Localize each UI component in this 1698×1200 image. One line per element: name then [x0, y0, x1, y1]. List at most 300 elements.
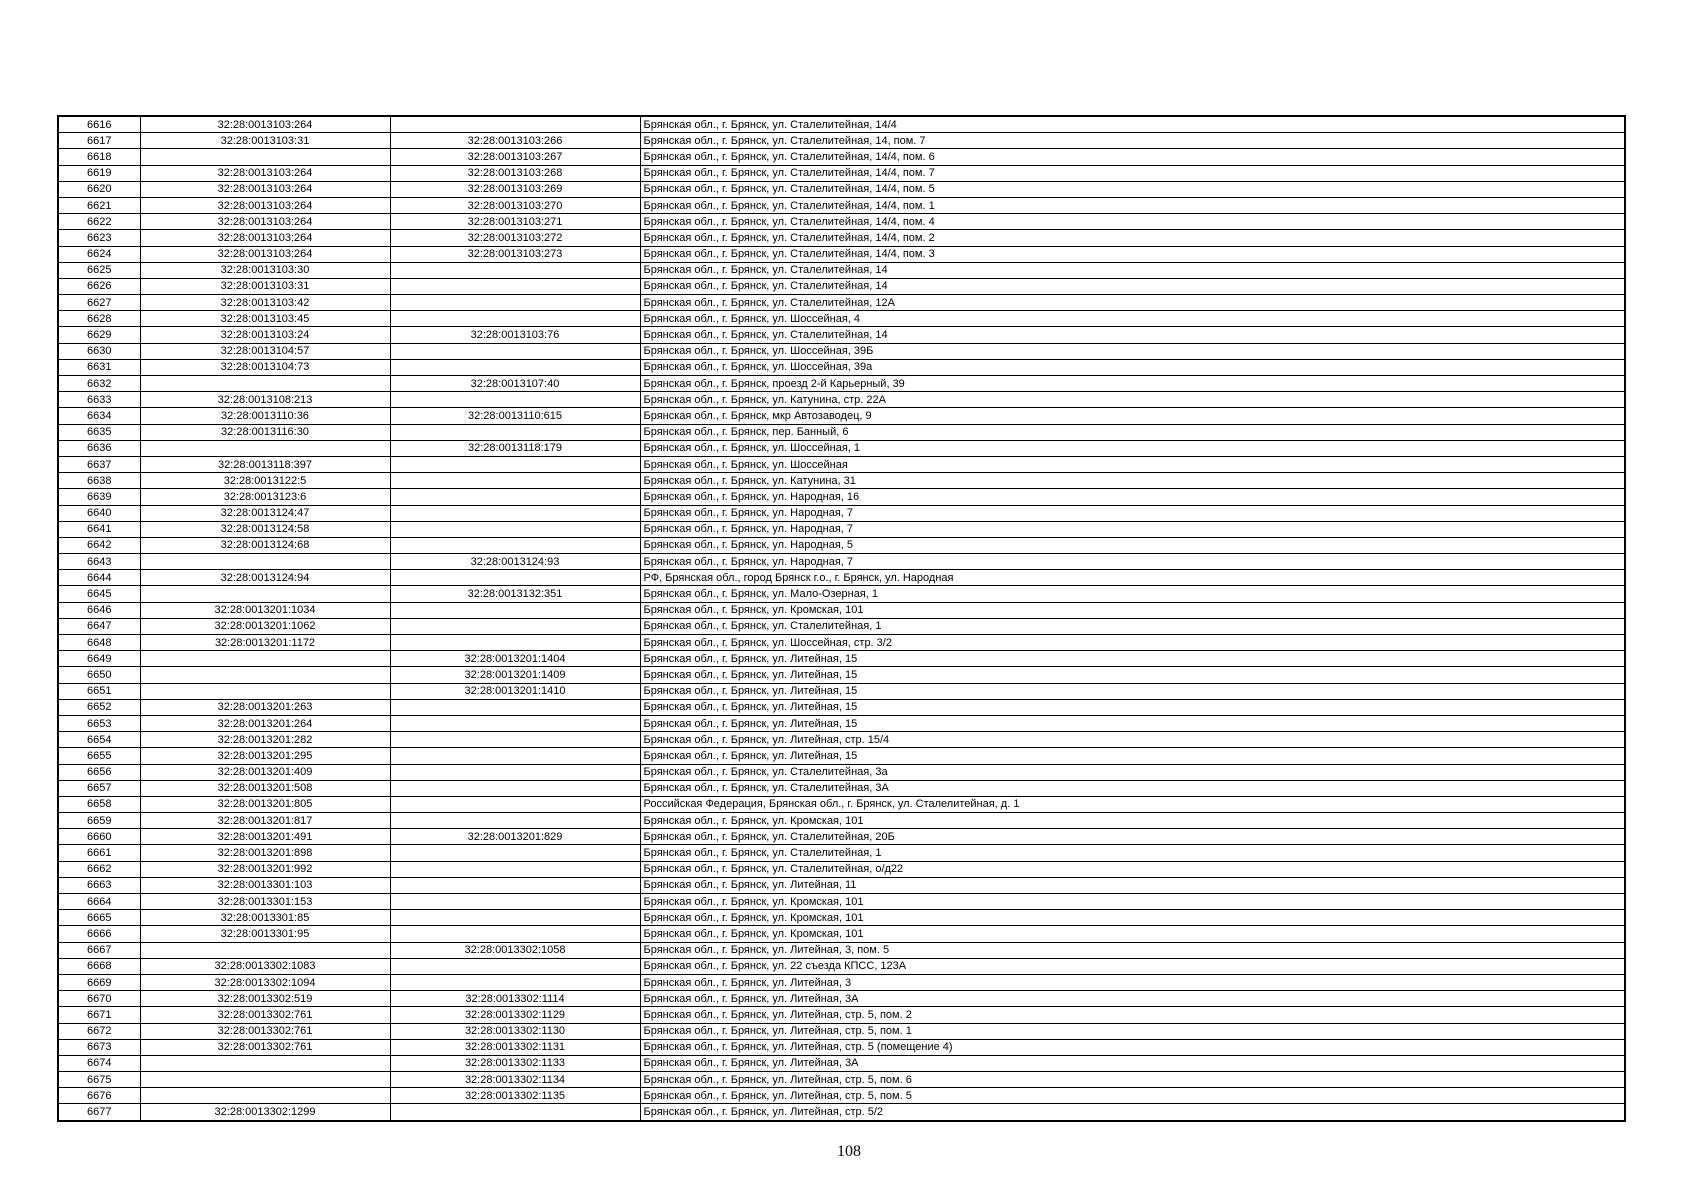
object-cadastral-number-cell: 32:28:0013110:615 — [390, 408, 640, 424]
table-row — [58, 1007, 1625, 1023]
address-cell: Брянская обл., г. Брянск, ул. Мало-Озерная, 1 — [640, 586, 1625, 602]
land-cadastral-number-cell: 32:28:0013302:761 — [140, 1039, 390, 1055]
land-cadastral-number-cell — [140, 667, 390, 683]
row-number-cell: 6665 — [58, 910, 140, 926]
land-cadastral-number-cell: 32:28:0013302:1094 — [140, 974, 390, 990]
object-cadastral-number-cell — [390, 796, 640, 812]
address-cell: Брянская обл., г. Брянск, ул. Сталелитейная, 14/4, пом. 1 — [640, 197, 1625, 213]
object-cadastral-number-cell — [390, 699, 640, 715]
row-number-cell: 6650 — [58, 667, 140, 683]
land-cadastral-number-cell: 32:28:0013302:761 — [140, 1007, 390, 1023]
table-row — [58, 635, 1625, 651]
land-cadastral-number-cell: 32:28:0013301:95 — [140, 926, 390, 942]
table-row — [58, 780, 1625, 796]
object-cadastral-number-cell — [390, 262, 640, 278]
table-row — [58, 440, 1625, 456]
address-cell: Брянская обл., г. Брянск, ул. Шоссейная, 4 — [640, 311, 1625, 327]
address-cell: Брянская обл., г. Брянск, ул. Кромская, 101 — [640, 602, 1625, 618]
object-cadastral-number-cell: 32:28:0013201:829 — [390, 829, 640, 845]
address-cell: Брянская обл., г. Брянск, ул. Сталелитейная, 14/4, пом. 2 — [640, 230, 1625, 246]
address-cell: Брянская обл., г. Брянск, мкр Автозаводец, 9 — [640, 408, 1625, 424]
table-row — [58, 133, 1625, 149]
address-cell: Российская Федерация, Брянская обл., г. Брянск, ул. Сталелитейная, д. 1 — [640, 796, 1625, 812]
object-cadastral-number-cell — [390, 537, 640, 553]
row-number-cell: 6666 — [58, 926, 140, 942]
row-number-cell: 6629 — [58, 327, 140, 343]
address-cell: Брянская обл., г. Брянск, ул. Литейная, стр. 5, пом. 1 — [640, 1023, 1625, 1039]
object-cadastral-number-cell — [390, 635, 640, 651]
object-cadastral-number-cell: 32:28:0013103:76 — [390, 327, 640, 343]
table-row — [58, 424, 1625, 440]
object-cadastral-number-cell: 32:28:0013302:1130 — [390, 1023, 640, 1039]
land-cadastral-number-cell: 32:28:0013201:992 — [140, 861, 390, 877]
table-row — [58, 392, 1625, 408]
object-cadastral-number-cell: 32:28:0013302:1129 — [390, 1007, 640, 1023]
row-number-cell: 6619 — [58, 165, 140, 181]
address-cell: Брянская обл., г. Брянск, ул. Сталелитейная, 14/4 — [640, 116, 1625, 133]
address-cell: Брянская обл., г. Брянск, пер. Банный, 6 — [640, 424, 1625, 440]
address-cell: Брянская обл., г. Брянск, ул. Литейная, стр. 5, пом. 2 — [640, 1007, 1625, 1023]
row-number-cell: 6656 — [58, 764, 140, 780]
row-number-cell: 6661 — [58, 845, 140, 861]
address-cell: Брянская обл., г. Брянск, ул. Кромская, 101 — [640, 894, 1625, 910]
address-cell: Брянская обл., г. Брянск, ул. Сталелитейная, 14, пом. 7 — [640, 133, 1625, 149]
land-cadastral-number-cell — [140, 554, 390, 570]
address-cell: Брянская обл., г. Брянск, ул. Сталелитейная, о/д22 — [640, 861, 1625, 877]
land-cadastral-number-cell: 32:28:0013302:519 — [140, 991, 390, 1007]
land-cadastral-number-cell: 32:28:0013103:30 — [140, 262, 390, 278]
object-cadastral-number-cell — [390, 505, 640, 521]
row-number-cell: 6668 — [58, 958, 140, 974]
table-row — [58, 197, 1625, 213]
land-cadastral-number-cell — [140, 942, 390, 958]
object-cadastral-number-cell — [390, 958, 640, 974]
address-cell: Брянская обл., г. Брянск, ул. Сталелитейная, 3А — [640, 780, 1625, 796]
land-cadastral-number-cell: 32:28:0013201:817 — [140, 813, 390, 829]
registry-table — [57, 115, 1626, 1122]
address-cell: Брянская обл., г. Брянск, ул. Литейная, 15 — [640, 715, 1625, 731]
row-number-cell: 6669 — [58, 974, 140, 990]
address-cell: РФ, Брянская обл., город Брянск г.о., г. Брянск, ул. Народная — [640, 570, 1625, 586]
row-number-cell: 6641 — [58, 521, 140, 537]
row-number-cell: 6677 — [58, 1104, 140, 1121]
address-cell: Брянская обл., г. Брянск, ул. Народная, 7 — [640, 521, 1625, 537]
row-number-cell: 6635 — [58, 424, 140, 440]
row-number-cell: 6649 — [58, 651, 140, 667]
object-cadastral-number-cell — [390, 343, 640, 359]
address-cell: Брянская обл., г. Брянск, ул. Сталелитейная, 14/4, пом. 4 — [640, 214, 1625, 230]
object-cadastral-number-cell — [390, 392, 640, 408]
address-cell: Брянская обл., г. Брянск, ул. Литейная, стр. 15/4 — [640, 732, 1625, 748]
object-cadastral-number-cell: 32:28:0013107:40 — [390, 376, 640, 392]
row-number-cell: 6628 — [58, 311, 140, 327]
object-cadastral-number-cell: 32:28:0013302:1134 — [390, 1072, 640, 1088]
table-row — [58, 505, 1625, 521]
row-number-cell: 6645 — [58, 586, 140, 602]
row-number-cell: 6662 — [58, 861, 140, 877]
land-cadastral-number-cell — [140, 651, 390, 667]
land-cadastral-number-cell: 32:28:0013201:1062 — [140, 618, 390, 634]
table-row — [58, 570, 1625, 586]
address-cell: Брянская обл., г. Брянск, ул. Сталелитейная, 1 — [640, 845, 1625, 861]
address-cell: Брянская обл., г. Брянск, ул. Литейная, 11 — [640, 877, 1625, 893]
row-number-cell: 6634 — [58, 408, 140, 424]
row-number-cell: 6625 — [58, 262, 140, 278]
object-cadastral-number-cell: 32:28:0013302:1058 — [390, 942, 640, 958]
row-number-cell: 6630 — [58, 343, 140, 359]
table-row — [58, 926, 1625, 942]
object-cadastral-number-cell: 32:28:0013302:1133 — [390, 1055, 640, 1071]
land-cadastral-number-cell: 32:28:0013302:761 — [140, 1023, 390, 1039]
table-row — [58, 651, 1625, 667]
address-cell: Брянская обл., г. Брянск, ул. Шоссейная, 39а — [640, 359, 1625, 375]
land-cadastral-number-cell: 32:28:0013201:898 — [140, 845, 390, 861]
table-row — [58, 699, 1625, 715]
row-number-cell: 6622 — [58, 214, 140, 230]
land-cadastral-number-cell: 32:28:0013122:5 — [140, 473, 390, 489]
object-cadastral-number-cell — [390, 764, 640, 780]
row-number-cell: 6626 — [58, 278, 140, 294]
object-cadastral-number-cell: 32:28:0013103:273 — [390, 246, 640, 262]
row-number-cell: 6624 — [58, 246, 140, 262]
land-cadastral-number-cell: 32:28:0013103:264 — [140, 165, 390, 181]
object-cadastral-number-cell — [390, 715, 640, 731]
object-cadastral-number-cell: 32:28:0013201:1409 — [390, 667, 640, 683]
address-cell: Брянская обл., г. Брянск, ул. Литейная, 3А — [640, 1055, 1625, 1071]
object-cadastral-number-cell — [390, 861, 640, 877]
address-cell: Брянская обл., г. Брянск, ул. Кромская, 101 — [640, 910, 1625, 926]
table-row — [58, 214, 1625, 230]
row-number-cell: 6675 — [58, 1072, 140, 1088]
table-row — [58, 149, 1625, 165]
land-cadastral-number-cell: 32:28:0013201:1172 — [140, 635, 390, 651]
land-cadastral-number-cell: 32:28:0013201:1034 — [140, 602, 390, 618]
table-row — [58, 894, 1625, 910]
land-cadastral-number-cell — [140, 1088, 390, 1104]
row-number-cell: 6633 — [58, 392, 140, 408]
row-number-cell: 6664 — [58, 894, 140, 910]
land-cadastral-number-cell: 32:28:0013201:264 — [140, 715, 390, 731]
row-number-cell: 6653 — [58, 715, 140, 731]
address-cell: Брянская обл., г. Брянск, ул. Сталелитейная, 12А — [640, 295, 1625, 311]
object-cadastral-number-cell — [390, 894, 640, 910]
land-cadastral-number-cell: 32:28:0013103:264 — [140, 197, 390, 213]
address-cell: Брянская обл., г. Брянск, ул. Сталелитейная, 14 — [640, 327, 1625, 343]
row-number-cell: 6667 — [58, 942, 140, 958]
table-row — [58, 602, 1625, 618]
row-number-cell: 6636 — [58, 440, 140, 456]
land-cadastral-number-cell: 32:28:0013103:45 — [140, 311, 390, 327]
address-cell: Брянская обл., г. Брянск, ул. Сталелитейная, 14/4, пом. 3 — [640, 246, 1625, 262]
table-row — [58, 974, 1625, 990]
table-row — [58, 359, 1625, 375]
address-cell: Брянская обл., г. Брянск, ул. Литейная, 15 — [640, 699, 1625, 715]
row-number-cell: 6654 — [58, 732, 140, 748]
row-number-cell: 6655 — [58, 748, 140, 764]
object-cadastral-number-cell — [390, 813, 640, 829]
land-cadastral-number-cell: 32:28:0013124:47 — [140, 505, 390, 521]
object-cadastral-number-cell — [390, 424, 640, 440]
object-cadastral-number-cell — [390, 295, 640, 311]
object-cadastral-number-cell: 32:28:0013201:1404 — [390, 651, 640, 667]
table-row — [58, 165, 1625, 181]
address-cell: Брянская обл., г. Брянск, ул. Сталелитейная, 14/4, пом. 6 — [640, 149, 1625, 165]
row-number-cell: 6674 — [58, 1055, 140, 1071]
row-number-cell: 6673 — [58, 1039, 140, 1055]
row-number-cell: 6637 — [58, 456, 140, 472]
table-row — [58, 246, 1625, 262]
table-row — [58, 829, 1625, 845]
table-row — [58, 1055, 1625, 1071]
table-row — [58, 473, 1625, 489]
land-cadastral-number-cell: 32:28:0013103:31 — [140, 133, 390, 149]
object-cadastral-number-cell — [390, 570, 640, 586]
address-cell: Брянская обл., г. Брянск, ул. Литейная, стр. 5, пом. 6 — [640, 1072, 1625, 1088]
table-row — [58, 764, 1625, 780]
land-cadastral-number-cell: 32:28:0013108:213 — [140, 392, 390, 408]
row-number-cell: 6631 — [58, 359, 140, 375]
row-number-cell: 6640 — [58, 505, 140, 521]
row-number-cell: 6663 — [58, 877, 140, 893]
object-cadastral-number-cell: 32:28:0013124:93 — [390, 554, 640, 570]
row-number-cell: 6648 — [58, 635, 140, 651]
object-cadastral-number-cell: 32:28:0013103:269 — [390, 181, 640, 197]
table-row — [58, 1104, 1625, 1121]
table-row — [58, 732, 1625, 748]
row-number-cell: 6643 — [58, 554, 140, 570]
object-cadastral-number-cell — [390, 521, 640, 537]
address-cell: Брянская обл., г. Брянск, ул. Литейная, 15 — [640, 667, 1625, 683]
land-cadastral-number-cell: 32:28:0013124:94 — [140, 570, 390, 586]
land-cadastral-number-cell: 32:28:0013201:409 — [140, 764, 390, 780]
table-row — [58, 327, 1625, 343]
row-number-cell: 6638 — [58, 473, 140, 489]
address-cell: Брянская обл., г. Брянск, ул. Народная, 7 — [640, 505, 1625, 521]
table-row — [58, 262, 1625, 278]
land-cadastral-number-cell — [140, 440, 390, 456]
table-row — [58, 181, 1625, 197]
land-cadastral-number-cell — [140, 1072, 390, 1088]
land-cadastral-number-cell: 32:28:0013103:42 — [140, 295, 390, 311]
row-number-cell: 6618 — [58, 149, 140, 165]
address-cell: Брянская обл., г. Брянск, ул. Народная, 16 — [640, 489, 1625, 505]
object-cadastral-number-cell: 32:28:0013103:271 — [390, 214, 640, 230]
table-row — [58, 376, 1625, 392]
table-row — [58, 521, 1625, 537]
address-cell: Брянская обл., г. Брянск, ул. Шоссейная, 1 — [640, 440, 1625, 456]
land-cadastral-number-cell: 32:28:0013103:264 — [140, 246, 390, 262]
row-number-cell: 6671 — [58, 1007, 140, 1023]
table-row — [58, 845, 1625, 861]
row-number-cell: 6627 — [58, 295, 140, 311]
row-number-cell: 6644 — [58, 570, 140, 586]
land-cadastral-number-cell: 32:28:0013302:1083 — [140, 958, 390, 974]
object-cadastral-number-cell: 32:28:0013132:351 — [390, 586, 640, 602]
address-cell: Брянская обл., г. Брянск, ул. Литейная, 3А — [640, 991, 1625, 1007]
land-cadastral-number-cell: 32:28:0013103:264 — [140, 181, 390, 197]
land-cadastral-number-cell: 32:28:0013302:1299 — [140, 1104, 390, 1121]
row-number-cell: 6621 — [58, 197, 140, 213]
row-number-cell: 6639 — [58, 489, 140, 505]
address-cell: Брянская обл., г. Брянск, ул. Шоссейная, 39Б — [640, 343, 1625, 359]
address-cell: Брянская обл., г. Брянск, ул. Литейная, стр. 5, пом. 5 — [640, 1088, 1625, 1104]
address-cell: Брянская обл., г. Брянск, ул. Катунина, стр. 22А — [640, 392, 1625, 408]
land-cadastral-number-cell — [140, 149, 390, 165]
row-number-cell: 6632 — [58, 376, 140, 392]
object-cadastral-number-cell: 32:28:0013103:272 — [390, 230, 640, 246]
object-cadastral-number-cell — [390, 877, 640, 893]
row-number-cell: 6670 — [58, 991, 140, 1007]
table-row — [58, 942, 1625, 958]
object-cadastral-number-cell — [390, 910, 640, 926]
address-cell: Брянская обл., г. Брянск, ул. Сталелитейная, 14/4, пом. 5 — [640, 181, 1625, 197]
object-cadastral-number-cell — [390, 618, 640, 634]
table-row — [58, 408, 1625, 424]
table-row — [58, 958, 1625, 974]
object-cadastral-number-cell: 32:28:0013302:1135 — [390, 1088, 640, 1104]
object-cadastral-number-cell — [390, 845, 640, 861]
object-cadastral-number-cell — [390, 748, 640, 764]
object-cadastral-number-cell — [390, 456, 640, 472]
land-cadastral-number-cell — [140, 376, 390, 392]
object-cadastral-number-cell: 32:28:0013302:1114 — [390, 991, 640, 1007]
table-row — [58, 311, 1625, 327]
table-row — [58, 715, 1625, 731]
land-cadastral-number-cell — [140, 1055, 390, 1071]
land-cadastral-number-cell: 32:28:0013104:73 — [140, 359, 390, 375]
object-cadastral-number-cell — [390, 1104, 640, 1121]
land-cadastral-number-cell: 32:28:0013103:264 — [140, 214, 390, 230]
land-cadastral-number-cell: 32:28:0013110:36 — [140, 408, 390, 424]
table-row — [58, 796, 1625, 812]
table-row — [58, 991, 1625, 1007]
address-cell: Брянская обл., г. Брянск, ул. Литейная, 15 — [640, 651, 1625, 667]
address-cell: Брянская обл., г. Брянск, ул. Сталелитейная, 20Б — [640, 829, 1625, 845]
address-cell: Брянская обл., г. Брянск, ул. Литейная, 15 — [640, 683, 1625, 699]
land-cadastral-number-cell: 32:28:0013123:6 — [140, 489, 390, 505]
row-number-cell: 6660 — [58, 829, 140, 845]
table-row — [58, 1072, 1625, 1088]
object-cadastral-number-cell: 32:28:0013103:267 — [390, 149, 640, 165]
address-cell: Брянская обл., г. Брянск, ул. Кромская, 101 — [640, 926, 1625, 942]
address-cell: Брянская обл., г. Брянск, ул. Сталелитейная, 3а — [640, 764, 1625, 780]
address-cell: Брянская обл., г. Брянск, ул. Сталелитейная, 14 — [640, 278, 1625, 294]
address-cell: Брянская обл., г. Брянск, ул. Литейная, стр. 5 (помещение 4) — [640, 1039, 1625, 1055]
address-cell: Брянская обл., г. Брянск, ул. Литейная, 15 — [640, 748, 1625, 764]
table-row — [58, 861, 1625, 877]
table-row — [58, 230, 1625, 246]
land-cadastral-number-cell: 32:28:0013103:264 — [140, 230, 390, 246]
address-cell: Брянская обл., г. Брянск, ул. Народная, 5 — [640, 537, 1625, 553]
row-number-cell: 6651 — [58, 683, 140, 699]
object-cadastral-number-cell — [390, 602, 640, 618]
object-cadastral-number-cell: 32:28:0013103:270 — [390, 197, 640, 213]
land-cadastral-number-cell: 32:28:0013104:57 — [140, 343, 390, 359]
table-row — [58, 748, 1625, 764]
table-row — [58, 1023, 1625, 1039]
row-number-cell: 6620 — [58, 181, 140, 197]
land-cadastral-number-cell: 32:28:0013301:103 — [140, 877, 390, 893]
page-number: 108 — [837, 1143, 861, 1160]
object-cadastral-number-cell: 32:28:0013103:268 — [390, 165, 640, 181]
row-number-cell: 6623 — [58, 230, 140, 246]
land-cadastral-number-cell: 32:28:0013103:24 — [140, 327, 390, 343]
address-cell: Брянская обл., г. Брянск, ул. Сталелитейная, 14/4, пом. 7 — [640, 165, 1625, 181]
table-row — [58, 586, 1625, 602]
land-cadastral-number-cell: 32:28:0013301:153 — [140, 894, 390, 910]
land-cadastral-number-cell: 32:28:0013301:85 — [140, 910, 390, 926]
table-row — [58, 343, 1625, 359]
table-row — [58, 1039, 1625, 1055]
table-row — [58, 667, 1625, 683]
land-cadastral-number-cell: 32:28:0013124:58 — [140, 521, 390, 537]
address-cell: Брянская обл., г. Брянск, ул. Шоссейная — [640, 456, 1625, 472]
table-row — [58, 1088, 1625, 1104]
table-row — [58, 554, 1625, 570]
land-cadastral-number-cell: 32:28:0013124:68 — [140, 537, 390, 553]
land-cadastral-number-cell: 32:28:0013118:397 — [140, 456, 390, 472]
row-number-cell: 6617 — [58, 133, 140, 149]
land-cadastral-number-cell: 32:28:0013201:282 — [140, 732, 390, 748]
row-number-cell: 6676 — [58, 1088, 140, 1104]
address-cell: Брянская обл., г. Брянск, ул. Катунина, 31 — [640, 473, 1625, 489]
row-number-cell: 6646 — [58, 602, 140, 618]
land-cadastral-number-cell: 32:28:0013103:31 — [140, 278, 390, 294]
row-number-cell: 6652 — [58, 699, 140, 715]
table-row — [58, 489, 1625, 505]
object-cadastral-number-cell: 32:28:0013118:179 — [390, 440, 640, 456]
object-cadastral-number-cell — [390, 116, 640, 133]
row-number-cell: 6657 — [58, 780, 140, 796]
row-number-cell: 6659 — [58, 813, 140, 829]
table-row — [58, 456, 1625, 472]
object-cadastral-number-cell: 32:28:0013302:1131 — [390, 1039, 640, 1055]
object-cadastral-number-cell — [390, 780, 640, 796]
object-cadastral-number-cell — [390, 489, 640, 505]
address-cell: Брянская обл., г. Брянск, ул. Кромская, 101 — [640, 813, 1625, 829]
table-row — [58, 537, 1625, 553]
table-row — [58, 116, 1625, 133]
object-cadastral-number-cell — [390, 732, 640, 748]
table-row — [58, 683, 1625, 699]
registry-table-body — [58, 116, 1625, 1121]
object-cadastral-number-cell: 32:28:0013201:1410 — [390, 683, 640, 699]
object-cadastral-number-cell — [390, 359, 640, 375]
object-cadastral-number-cell: 32:28:0013103:266 — [390, 133, 640, 149]
address-cell: Брянская обл., г. Брянск, ул. Шоссейная, стр. 3/2 — [640, 635, 1625, 651]
object-cadastral-number-cell — [390, 473, 640, 489]
table-row — [58, 910, 1625, 926]
row-number-cell: 6658 — [58, 796, 140, 812]
land-cadastral-number-cell: 32:28:0013201:491 — [140, 829, 390, 845]
land-cadastral-number-cell: 32:28:0013116:30 — [140, 424, 390, 440]
land-cadastral-number-cell: 32:28:0013201:805 — [140, 796, 390, 812]
address-cell: Брянская обл., г. Брянск, ул. Литейная, 3 — [640, 974, 1625, 990]
object-cadastral-number-cell — [390, 311, 640, 327]
land-cadastral-number-cell — [140, 586, 390, 602]
table-row — [58, 278, 1625, 294]
row-number-cell: 6642 — [58, 537, 140, 553]
row-number-cell: 6647 — [58, 618, 140, 634]
table-row — [58, 295, 1625, 311]
row-number-cell: 6616 — [58, 116, 140, 133]
address-cell: Брянская обл., г. Брянск, ул. Литейная, 3, пом. 5 — [640, 942, 1625, 958]
land-cadastral-number-cell: 32:28:0013201:295 — [140, 748, 390, 764]
land-cadastral-number-cell: 32:28:0013103:264 — [140, 116, 390, 133]
address-cell: Брянская обл., г. Брянск, ул. Сталелитейная, 14 — [640, 262, 1625, 278]
land-cadastral-number-cell — [140, 683, 390, 699]
object-cadastral-number-cell — [390, 974, 640, 990]
